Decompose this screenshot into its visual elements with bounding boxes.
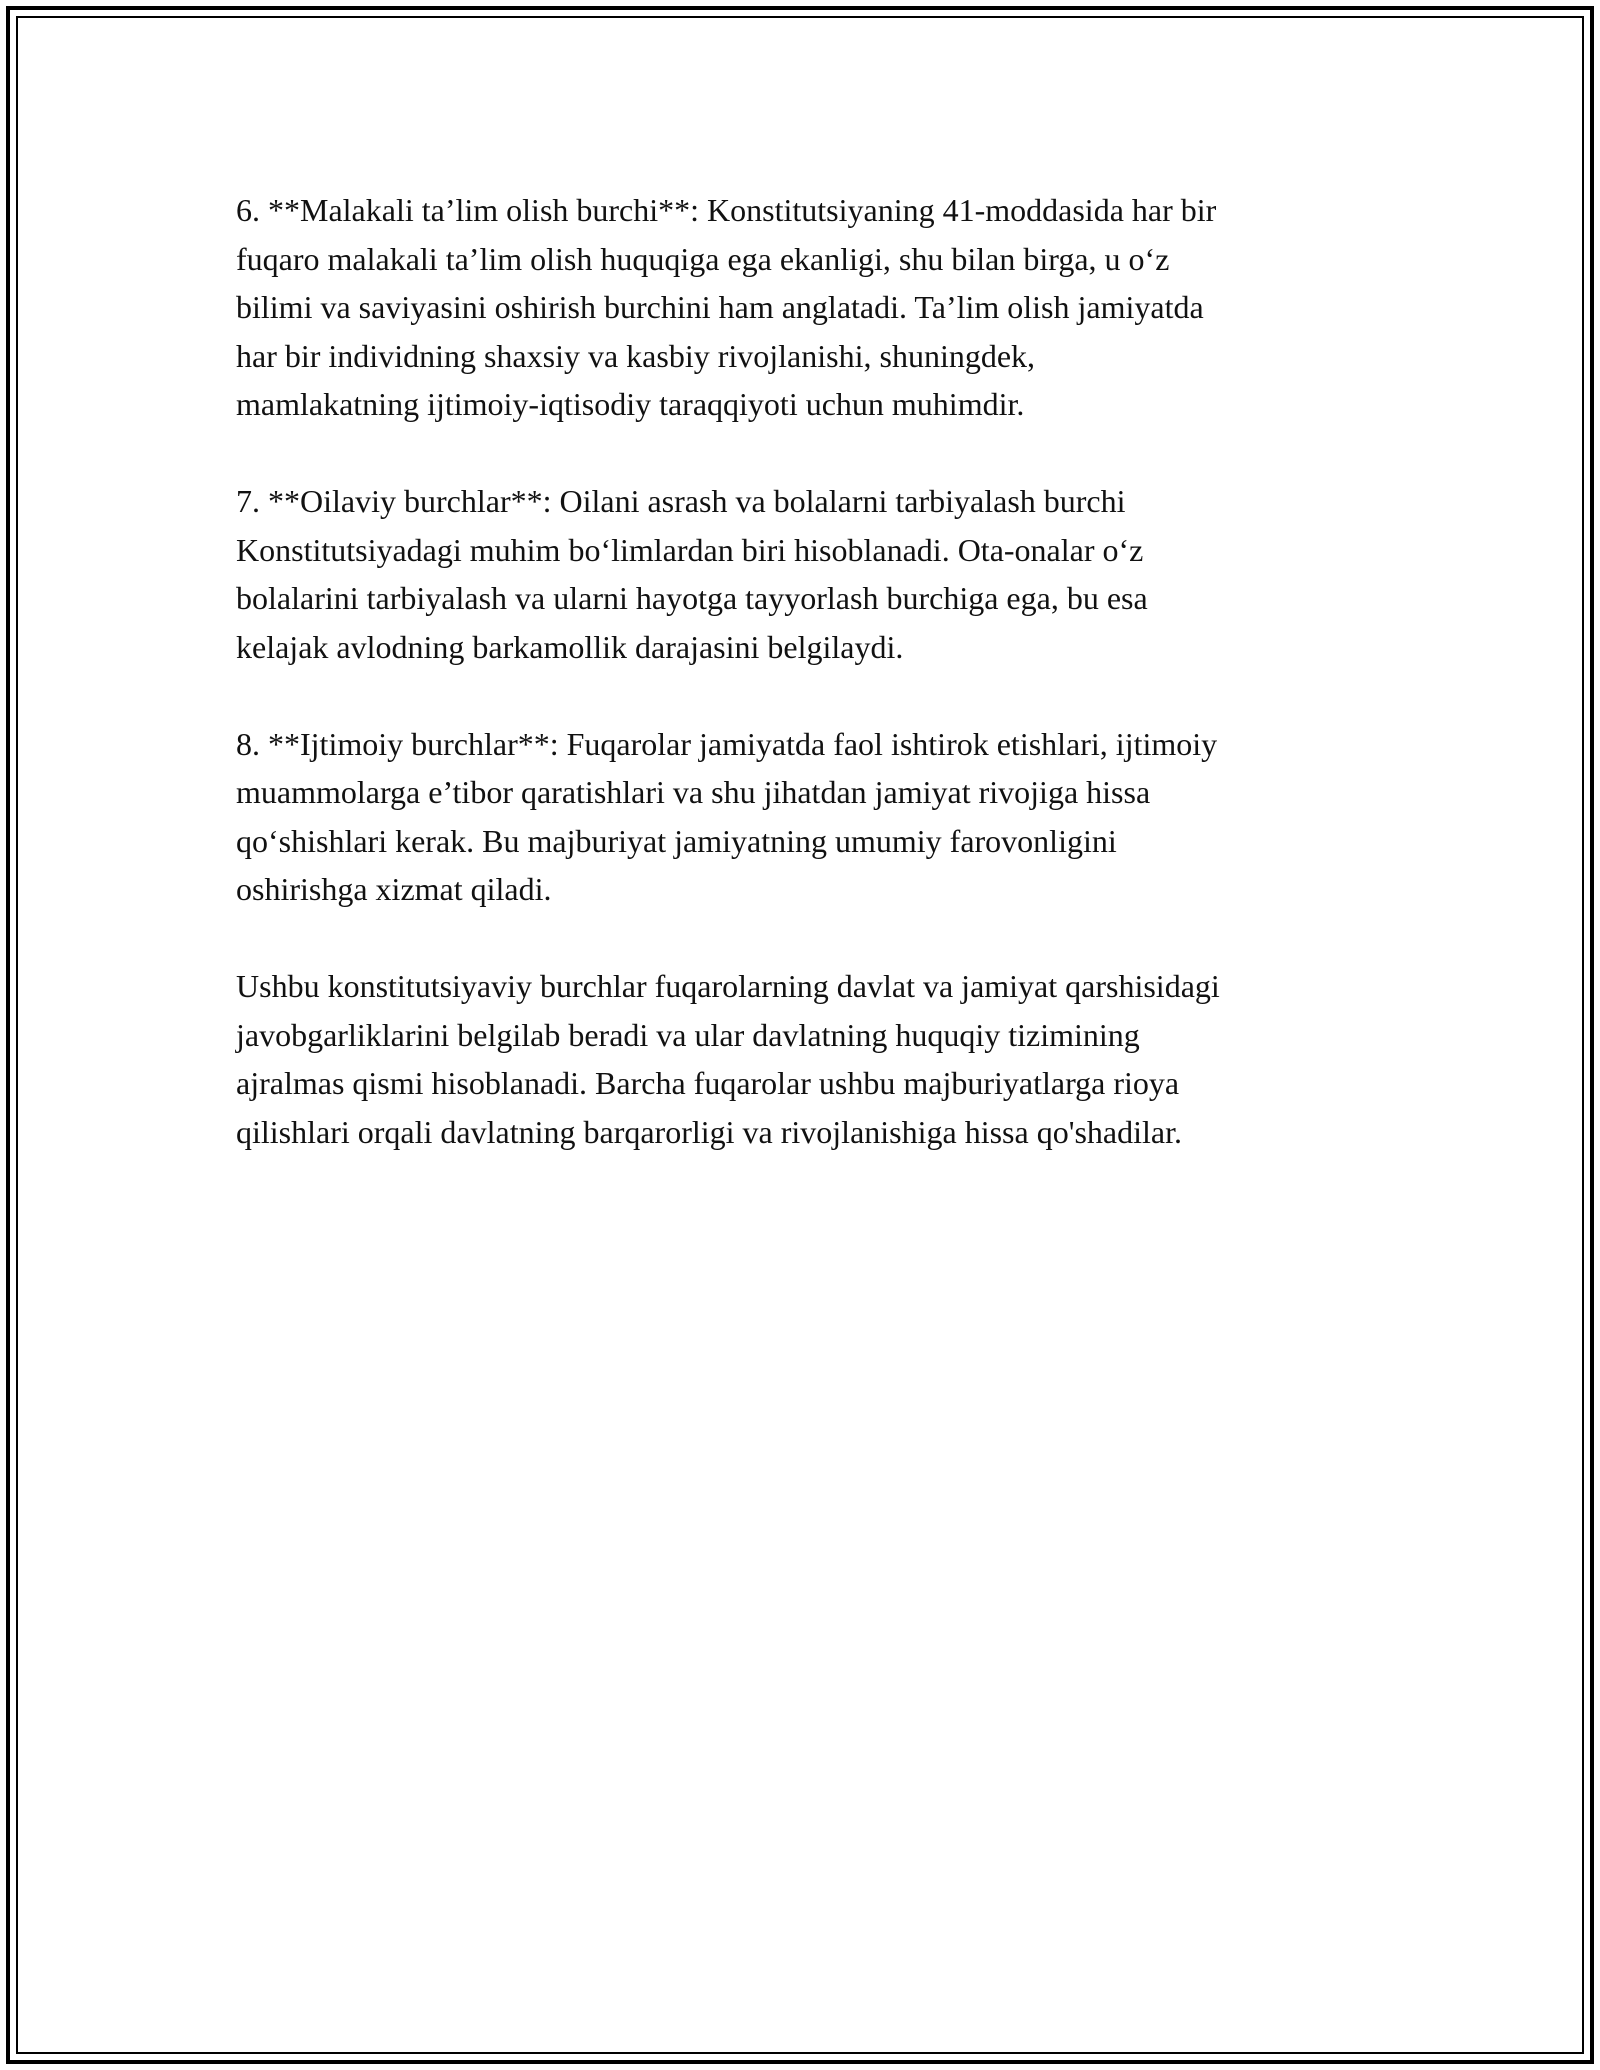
paragraph-line: ajralmas qismi hisoblanadi. Barcha fuqarolar ushbu majburiyatlarga rioya bbox=[236, 1065, 1180, 1101]
paragraph-oilaviy-burchlar bbox=[236, 477, 1416, 671]
paragraph-line: Ushbu konstitutsiyaviy burchlar fuqarolarning davlat va jamiyat qarshisidagi bbox=[236, 968, 1220, 1004]
paragraph-line: bilimi va saviyasini oshirish burchini ham anglatadi. Ta’lim olish jamiyatda bbox=[236, 289, 1204, 325]
paragraph-line: javobgarliklarini belgilab beradi va ular davlatning huquqiy tizimining bbox=[236, 1016, 1140, 1053]
document-body bbox=[236, 186, 1416, 1205]
paragraph-line: mamlakatning ijtimoiy-iqtisodiy taraqqiyoti uchun muhimdir. bbox=[236, 386, 1025, 422]
paragraph-line: 6. **Malakali ta’lim olish burchi**: Konstitutsiyaning 41-moddasida har bir bbox=[236, 192, 1217, 228]
paragraph-line: muammolarga e’tibor qaratishlari va shu jihatdan jamiyat rivojiga hissa bbox=[236, 774, 1151, 810]
paragraph-line: 8. **Ijtimoiy burchlar**: Fuqarolar jamiyatda faol ishtirok etishlari, ijtimoiy bbox=[236, 725, 1218, 762]
paragraph-conclusion bbox=[236, 962, 1416, 1156]
paragraph-line: bolalarini tarbiyalash va ularni hayotga tayyorlash burchiga ega, bu esa bbox=[236, 580, 1148, 616]
paragraph-line: qo‘shishlari kerak. Bu majburiyat jamiyatning umumiy farovonligini bbox=[236, 822, 1117, 859]
paragraph-talim-burchi bbox=[236, 186, 1416, 429]
paragraph-line: 7. **Oilaviy burchlar**: Oilani asrash va bolalarni tarbiyalash burchi bbox=[236, 483, 1126, 519]
paragraph-line: fuqaro malakali ta’lim olish huquqiga ega ekanligi, shu bilan birga, u o‘z bbox=[236, 240, 1170, 277]
paragraph-ijtimoiy-burchlar bbox=[236, 720, 1416, 914]
paragraph-line: Konstitutsiyadagi muhim bo‘limlardan biri hisoblanadi. Ota-onalar o‘z bbox=[236, 531, 1144, 568]
paragraph-line: oshirishga xizmat qiladi. bbox=[236, 871, 552, 907]
paragraph-line: kelajak avlodning barkamollik darajasini belgilaydi. bbox=[236, 628, 904, 665]
paragraph-line: qilishlari orqali davlatning barqarorligi va rivojlanishiga hissa qo'shadilar. bbox=[236, 1113, 1182, 1150]
paragraph-line: har bir individning shaxsiy va kasbiy rivojlanishi, shuningdek, bbox=[236, 337, 1036, 374]
